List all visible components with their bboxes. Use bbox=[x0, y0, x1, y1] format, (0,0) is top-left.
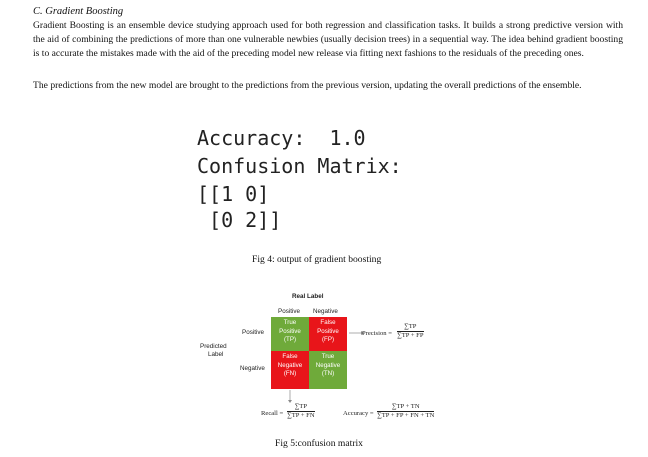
output-matrix-row-1: [[1 0] bbox=[197, 182, 270, 206]
accuracy-label: Accuracy = bbox=[343, 410, 374, 417]
row-header-negative: Negative bbox=[240, 365, 265, 372]
fig5-caption: Fig 5:confusion matrix bbox=[275, 438, 363, 449]
output-confusion-title: Confusion Matrix: bbox=[197, 154, 402, 178]
cell-false-positive: False Positive (FP) bbox=[309, 317, 347, 355]
cell-false-negative: False Negative (FN) bbox=[271, 351, 309, 389]
section-heading: C. Gradient Boosting bbox=[33, 6, 124, 17]
predicted-label-line-1: Predicted bbox=[200, 343, 227, 350]
real-label: Real Label bbox=[292, 293, 324, 300]
predicted-label-line-2: Label bbox=[208, 351, 224, 358]
output-accuracy-line: Accuracy: 1.0 bbox=[197, 126, 366, 150]
recall-label: Recall = bbox=[261, 410, 284, 417]
paragraph-gradient-boosting: Gradient Boosting is an ensemble device studying approach used for both regression and classification tasks. It builds a strong predictive version with the aid of combining the predictions of more than one vulnerable newbies (usually decision trees) in a sequential way. The idea behind gradient boosting is to accurate the mistakes made with the aid of the preceding model new release via fitting next fashions to the residuals of the preceding ones. bbox=[33, 20, 623, 60]
paragraph-predictions: The predictions from the new model are brought to the predictions from the previous version, updating the overall predictions of the ensemble. bbox=[33, 80, 582, 91]
precision-fraction: $\frac{\sum TP}{\sum TP + FP}$ bbox=[397, 323, 424, 339]
fig4-caption: Fig 4: output of gradient boosting bbox=[252, 254, 382, 265]
recall-fraction: $\frac{\sum TP}{\sum TP + FN}$ bbox=[287, 403, 315, 419]
output-matrix-row-2: [0 2]] bbox=[197, 208, 282, 232]
row-header-positive: Positive bbox=[242, 329, 265, 336]
col-header-positive: Positive bbox=[278, 308, 301, 315]
precision-label: Precision = bbox=[362, 330, 392, 337]
cell-true-negative: True Negative (TN) bbox=[309, 351, 347, 389]
accuracy-fraction: $\frac{\sum TP + TN}{\sum TP + FP + FN + TN}$ bbox=[377, 403, 435, 419]
cell-true-positive: True Positive (TP) bbox=[271, 317, 309, 355]
col-header-negative: Negative bbox=[313, 308, 338, 315]
